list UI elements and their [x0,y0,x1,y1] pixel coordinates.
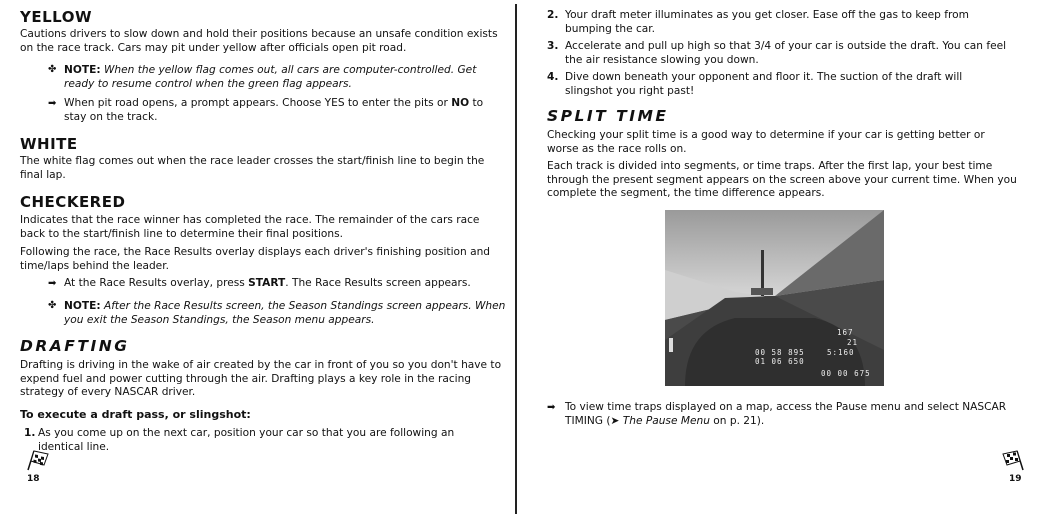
hud-best-time: 00 58 895 [755,348,805,357]
checkered-note: NOTE: After the Race Results screen, the Season Standings screen appears. When you exit the Season Standings, the Season menu appears. [64,300,506,326]
hud-current-time: 01 06 650 [755,357,805,366]
checkered-bullet: At the Race Results overlay, press START. The Race Results screen appears. [64,277,471,289]
hud-lap: 5:160 [827,348,855,357]
checkered-body-2: Following the race, the Race Results overlay displays each driver's finishing position and time/laps behind the leader. [20,246,491,272]
arrow-icon: ➤ [610,414,620,427]
checkered-flag-icon [24,448,50,472]
checkered-flag-icon [1001,448,1027,472]
yellow-bullet: When pit road opens, a prompt appears. Choose YES to enter the pits or NO to stay on the track. [64,97,484,123]
drafting-body: Drafting is driving in the wake of air created by the car in front of you so you don't have to expend fuel and power cutting through the air. Drafting plays a key role in the racing strategy of every NASCAR driver. [20,359,502,398]
split-time-body-1: Checking your split time is a good way to determine if your car is getting better or worse as the race rolls on. [547,129,985,155]
step-number: 3. [547,40,559,52]
bullet-arrow-icon: ➡ [547,402,556,413]
timing-bullet: To view time traps displayed on a map, access the Pause menu and select NASCAR TIMING (➤ The Pause Menu on p. 21). [565,401,1007,427]
yellow-heading: YELLOW [20,8,92,26]
step-number: 4. [547,71,559,83]
step-number: 1. [24,427,36,439]
split-time-body-2: Each track is divided into segments, or time traps. After the first lap, your best time through the present segment appears on the screen above your current time. When you complete the segment, the time difference appears. [547,160,1017,199]
white-heading: WHITE [20,135,78,153]
split-time-heading: SPLIT TIME [547,107,669,125]
bullet-arrow-icon: ➡ [48,98,57,109]
left-page [0,0,518,528]
pause-menu-reference: The Pause Menu [622,414,710,427]
white-body: The white flag comes out when the race leader crosses the start/finish line to begin the final lap. [20,155,485,181]
checkered-flag-icon: ✤ [48,300,57,311]
race-screenshot [665,210,884,386]
checkered-heading: CHECKERED [20,193,126,211]
drafting-heading: DRAFTING [20,337,130,355]
checkered-body-1: Indicates that the race winner has completed the race. The remainder of the cars race back to the start/finish line to determine their final positions. [20,214,480,240]
bullet-arrow-icon: ➡ [48,278,57,289]
yellow-note: NOTE: When the yellow flag comes out, all cars are computer-controlled. Get ready to resume control when the green flag appears. [64,64,477,90]
hud-speed: 167 [837,328,854,337]
page-number: 19 [1009,474,1022,484]
page-number: 18 [27,474,40,484]
yellow-body: Cautions drivers to slow down and hold their positions because an unsafe condition exists on the race track. Cars may pit under yellow after officials open pit road. [20,28,498,54]
step-3-text: Accelerate and pull up high so that 3/4 of your car is outside the draft. You can feel the air resistance slowing you down. [565,40,1007,66]
hud-position: 21 [847,338,859,347]
hud-time-difference: 00 00 675 [821,369,871,378]
step-number: 2. [547,9,559,21]
step-4-text: Dive down beneath your opponent and floor it. The suction of the draft will slingshot you right past! [565,71,963,97]
step-1-text: As you come up on the next car, position your car so that you are following an identical line. [38,427,455,453]
draft-subheading: To execute a draft pass, or slingshot: [20,408,251,421]
checkered-flag-icon: ✤ [48,64,57,75]
right-page [521,0,1038,528]
step-2-text: Your draft meter illuminates as you get closer. Ease off the gas to keep from bumping the car. [565,9,969,35]
